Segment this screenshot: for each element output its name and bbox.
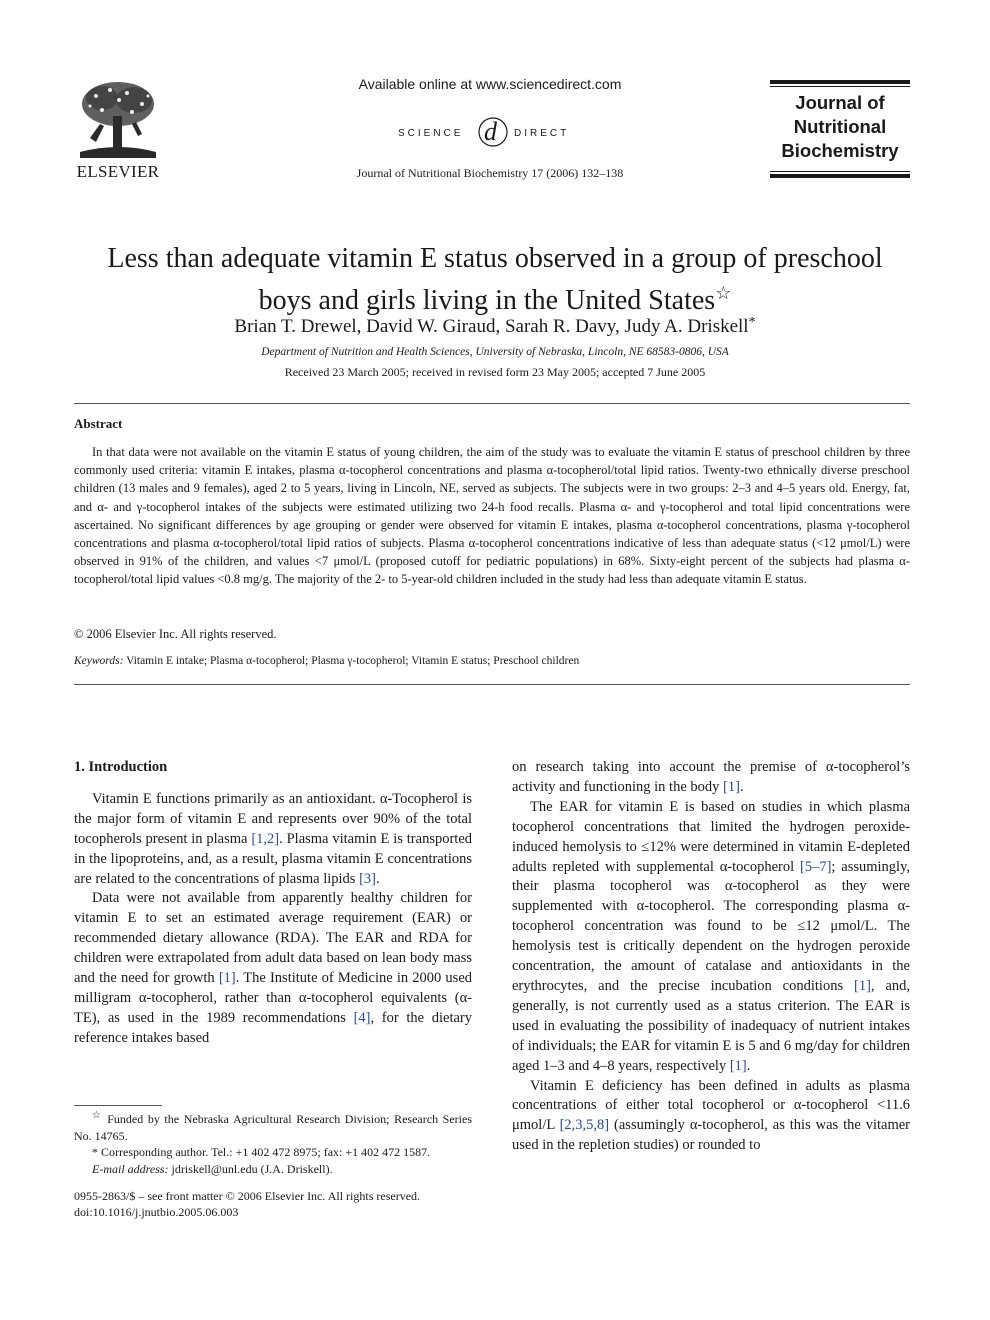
journal-name-line: Journal of [795, 92, 885, 113]
available-online-text: Available online at www.sciencedirect.com [358, 76, 622, 92]
paragraph [512, 798, 910, 1077]
front-matter [74, 1188, 494, 1220]
email-address[interactable]: jdriskell@unl.edu (J.A. Driskell). [171, 1161, 333, 1176]
publisher-name: ELSEVIER [76, 162, 160, 181]
title-footnote-mark[interactable]: ☆ [715, 283, 732, 303]
issn-line: 0955-2863/$ – see front matter © 2006 Elsevier Inc. All rights reserved. [74, 1189, 421, 1203]
footnote-star-mark: ☆ [92, 1110, 103, 1121]
title-line: Less than adequate vitamin E status observed in a group of preschool [107, 243, 883, 274]
paragraph-text: Vitamin E functions primarily as an antioxidant. α-Tocopherol is the major form of vitamin E and represents over 90% of the total tocopherols present in plasma [74, 790, 472, 847]
citation-link[interactable]: [3] [359, 870, 376, 887]
abstract-heading: Abstract [74, 416, 123, 431]
footnote-rule [74, 1105, 162, 1106]
footnote-text: Corresponding author. Tel.: +1 402 472 8975; fax: +1 402 472 1587. [101, 1145, 431, 1159]
citation-link[interactable]: [2,3,5,8] [559, 1117, 610, 1134]
paragraph-text: ; assumingly, their plasma tocopherol was α-tocopherol as they were supplemented with α-tocopherol. The corresponding plasma α-tocopherol concentration was found to be ≤12 μmol/L. The hemolysis test is critically dependent on the hydrogen peroxide concentration, the amount of catalase and antioxidants in the erythrocytes, and the precise incubation conditions [512, 858, 910, 994]
citation-link[interactable]: [1] [854, 977, 871, 994]
elsevier-logo [72, 78, 164, 182]
journal-box-rule-bottom [770, 174, 910, 178]
sciencedirect-icon [398, 112, 588, 152]
citation-link[interactable]: [1] [218, 970, 236, 987]
sciencedirect-mark: d [484, 117, 497, 146]
article-title [60, 242, 930, 318]
sciencedirect-left-text: SCIENCE [398, 128, 464, 139]
paragraph [512, 758, 910, 798]
paragraph-text: . The Institute of Medicine in 2000 used milligram α-tocopherol, rather than α-tocopherol equivalents (α-TE), as used in the 1989 recommendations [74, 970, 473, 1026]
journal-box-rule-top [770, 80, 910, 84]
sciencedirect-right-text: DIRECT [514, 128, 570, 139]
authors-text: Brian T. Drewel, David W. Giraud, Sarah R. Davy, Judy A. Driskell [234, 316, 749, 337]
paragraph-text: Vitamin E deficiency has been defined in adults as plasma concentrations of either total tocopherol or α-tocopherol <11.6 μmol/L [512, 1077, 910, 1134]
title-line-2 [60, 276, 930, 318]
journal-name-line: Biochemistry [781, 140, 899, 161]
affiliation: Department of Nutrition and Health Sciences, University of Nebraska, Lincoln, NE 68583-0806, USA [261, 346, 729, 358]
paragraph [74, 790, 472, 890]
paragraph-text: . [746, 1057, 751, 1074]
journal-citation: Journal of Nutritional Biochemistry 17 (2006) 132–138 [356, 166, 624, 180]
abstract-copyright: © 2006 Elsevier Inc. All rights reserved. [74, 627, 277, 641]
journal-name [770, 91, 910, 163]
paragraph-text: Data were not available from apparently healthy children for vitamin E to set an estimated average requirement (EAR) or recommended dietary allowance (RDA). The EAR and RDA for children were extrapolated from adult data based on lean body mass and the need for growth [74, 890, 472, 987]
sciencedirect-logo [398, 112, 588, 152]
elsevier-tree-icon [72, 78, 164, 160]
divider-top [74, 403, 910, 404]
paragraph-text: . [376, 870, 380, 887]
footnote-corresponding [74, 1144, 472, 1161]
footnote-text: Funded by the Nebraska Agricultural Research Division; Research Series No. 14765. [74, 1112, 473, 1143]
keywords-label: Keywords: [74, 655, 124, 667]
citation-link[interactable]: [1,2] [251, 830, 280, 847]
doi-line[interactable]: doi:10.1016/j.jnutbio.2005.06.003 [74, 1205, 239, 1219]
citation-link[interactable]: [1] [729, 1057, 747, 1074]
paragraph-text: , for the dietary reference intakes based [74, 1009, 472, 1046]
article-dates: Received 23 March 2005; received in revised form 23 May 2005; accepted 7 June 2005 [284, 365, 706, 379]
journal-name-line: Nutritional [793, 116, 887, 137]
body-column-right [512, 758, 910, 1156]
citation-link[interactable]: [1] [723, 778, 740, 795]
body-column-left [74, 758, 472, 1049]
paragraph-text: The EAR for vitamin E is based on studies in which plasma tocopherol concentrations that limited the hydrogen peroxide-induced hemolysis to ≤12% were determined in vitamin E-depleted adults repleted with supplemental α-tocopherol [512, 798, 910, 875]
keywords [74, 655, 910, 667]
citation-link[interactable]: [5–7] [799, 858, 832, 875]
email-label: E-mail address: [92, 1161, 169, 1176]
author-list [60, 315, 930, 338]
footnote-asterisk-mark: * [92, 1145, 98, 1159]
paragraph [74, 889, 472, 1048]
title-line: boys and girls living in the United States [258, 285, 716, 316]
paragraph [512, 1077, 910, 1157]
paragraph-text: (assumingly α-tocopherol, as this was the vitamer used in the repletion studies) or rounded to [512, 1117, 910, 1154]
citation-link[interactable]: [4] [353, 1009, 371, 1026]
journal-box-rule-top-thin [770, 86, 910, 87]
journal-title-box [770, 80, 910, 180]
footnote-email [74, 1161, 472, 1178]
journal-box-rule-bottom-thin [770, 171, 910, 172]
keywords-list: Vitamin E intake; Plasma α-tocopherol; Plasma γ-tocopherol; Vitamin E status; Preschool children [126, 655, 580, 667]
paragraph-text: , and, generally, is not currently used as a status criterion. The EAR is used in evaluating the possibility of inadequacy of nutrient intakes of individuals; the EAR for vitamin E is 5 and 6 mg/day for children aged 1–3 and 4–8 years, respectively [512, 977, 911, 1074]
abstract-text [74, 443, 910, 589]
paragraph-text: on research taking into account the premise of α-tocopherol’s activity and functioning in the body [512, 759, 910, 795]
section-heading-introduction: 1. Introduction [74, 759, 168, 775]
footnote-funding [74, 1108, 472, 1144]
paragraph-text: . [739, 778, 744, 795]
footnotes [74, 1108, 472, 1177]
abstract-body: In that data were not available on the vitamin E status of young children, the aim of the study was to evaluate the vitamin E status of preschool children by three commonly used criteria: vitamin E intakes, plasma α-tocopherol concentrations and plasma α-tocopherol/total lipid ratios. Twenty-two ethnically diverse preschool children (13 males and 9 females), aged 2 to 5 years, living in Lincoln, NE, served as subjects. The subjects were in two groups: 2–3 and 4–5 years old. Energy, fat, and α- and γ-tocopherol intakes of the subjects were estimated utilizing two 24-h food recalls. Plasma α- and γ-tocopherol and total lipid concentrations were ascertained. No significant differences by age grouping or gender were observed for vitamin E intakes, plasma α-tocopherol concentrations, plasma γ-tocopherol concentrations and plasma α-tocopherol/total lipid ratios of subjects. Plasma α-tocopherol concentrations indicative of less than adequate status (<12 μmol/L) were observed in 91% of the children, and values <7 μmol/L (proposed cutoff for pediatric populations) in 68%. Sixty-eight percent of the subjects had plasma α-tocopherol/total lipid values <0.8 mg/g. The majority of the 2- to 5-year-old children included in the study had less than adequate vitamin E status. [74, 445, 910, 587]
corresponding-author-mark[interactable]: * [748, 315, 756, 330]
paragraph-text: . Plasma vitamin E is transported in the lipoproteins, and, as a result, plasma vitamin E concentrations are related to the concentrations of plasma lipids [74, 830, 472, 887]
divider-bottom [74, 684, 910, 685]
